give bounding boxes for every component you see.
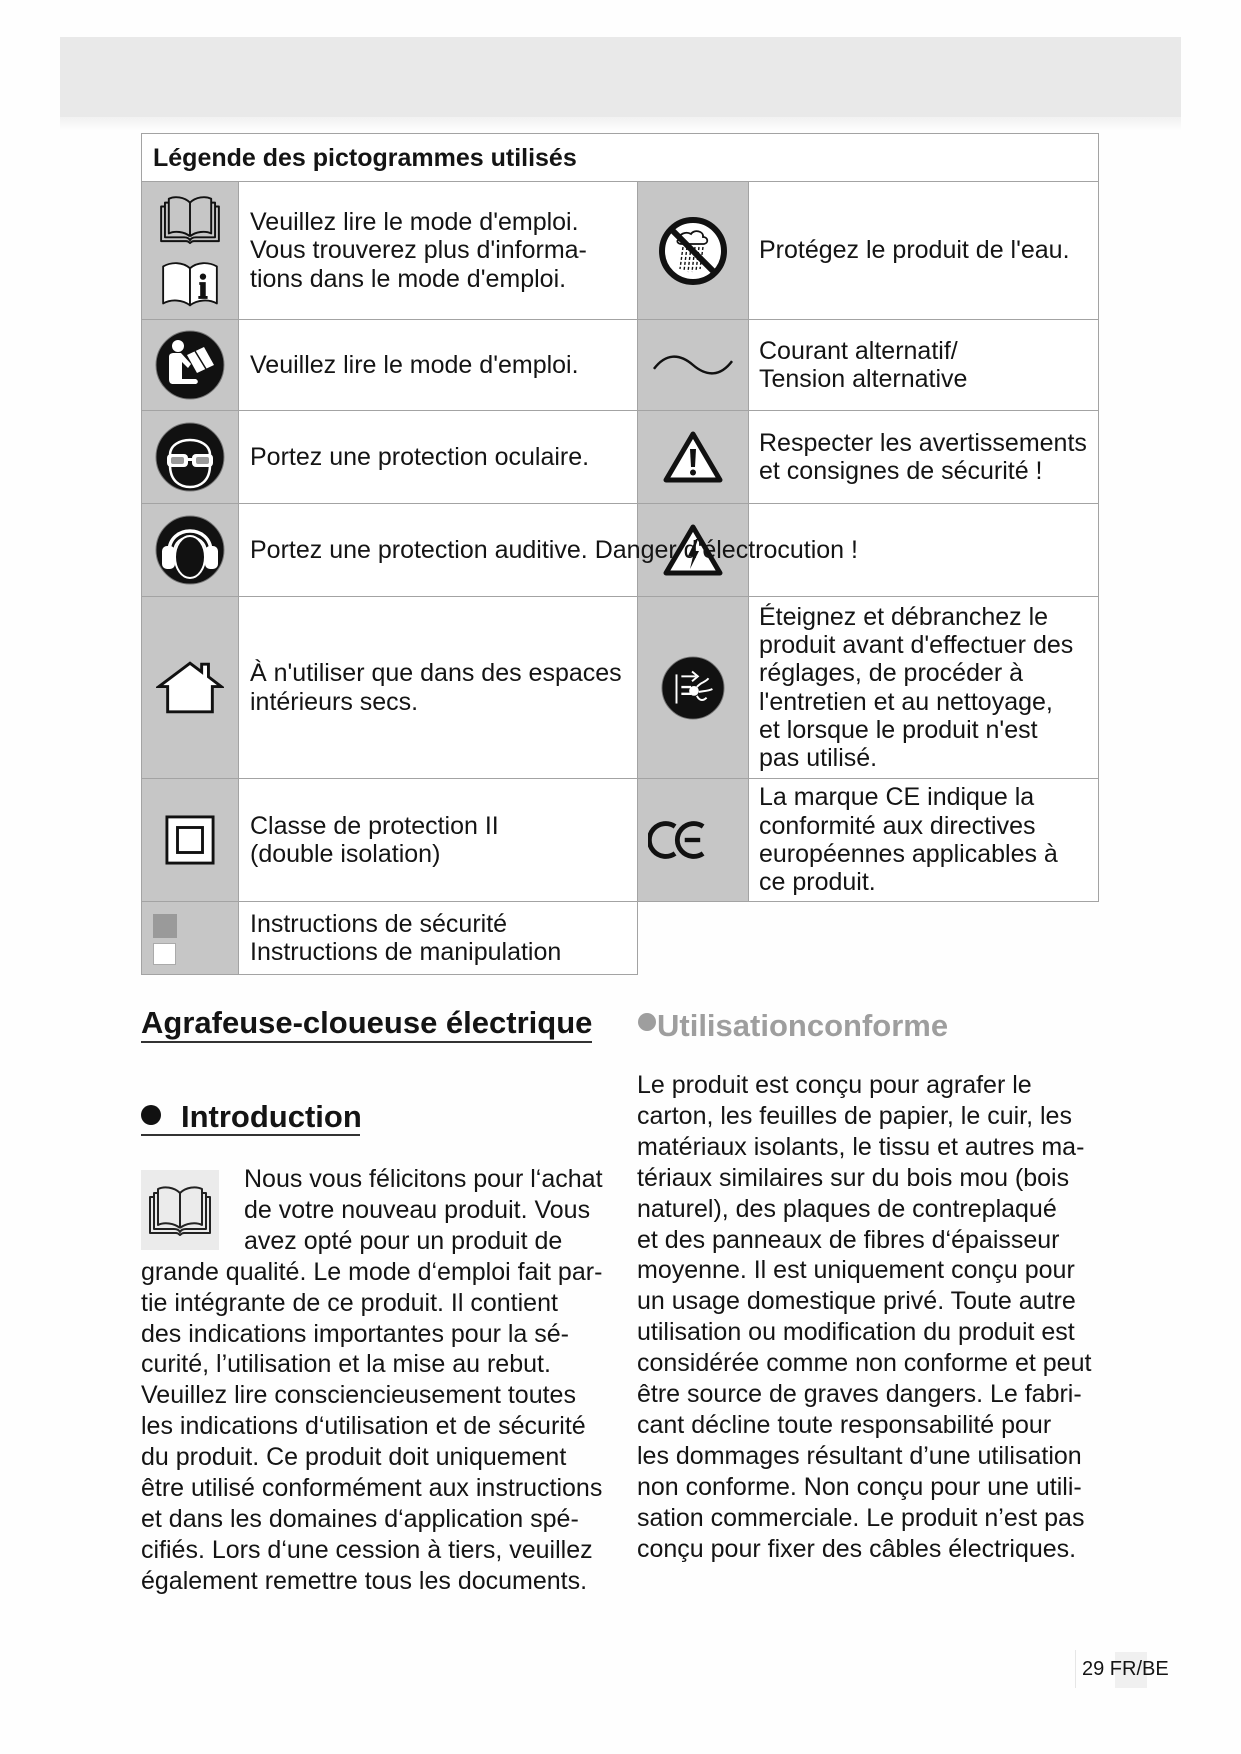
legend-title: Légende des pictogrammes utilisés	[153, 143, 577, 172]
read-manual-info-book-icon	[159, 259, 221, 309]
paragraph-line: de votre nouveau produit. Vous	[244, 1195, 591, 1224]
read-manual-pictogram-icon	[154, 329, 226, 401]
paragraph-line: cant décline toute responsabilité pour	[637, 1410, 1052, 1439]
paragraph-line: les indications d‘utilisation et de sécurité	[141, 1412, 586, 1441]
legend-icon-cell	[141, 901, 239, 975]
paragraph-line: grande qualité. Le mode d‘emploi fait par-	[141, 1257, 603, 1286]
protect-from-water-icon	[657, 215, 729, 287]
legend-icon-cell	[141, 181, 239, 320]
pictogram-legend-table	[141, 133, 1099, 975]
paragraph-line: Veuillez lire consciencieusement toutes	[141, 1381, 576, 1410]
legend-text-line: À n'utiliser que dans des espaces	[250, 659, 622, 688]
paragraph-line: non conforme. Non conçu pour une utili-	[637, 1472, 1082, 1501]
legend-text-line: l'entretien et au nettoyage,	[759, 687, 1053, 716]
paragraph-line: et des panneaux de fibres d‘épaisseur	[637, 1225, 1060, 1254]
paragraph-line: sation commerciale. Le produit n’est pas	[637, 1503, 1085, 1532]
paragraph-line: cifiés. Lors d‘une cession à tiers, veuillez	[141, 1535, 593, 1564]
legend-icon-cell	[141, 596, 239, 779]
paragraph-line: curité, l’utilisation et la mise au rebut.	[141, 1350, 551, 1379]
legend-description	[238, 778, 638, 902]
legend-text-line	[250, 535, 858, 564]
legend-icon-cell	[637, 596, 749, 779]
legend-text-line: conformité aux directives	[759, 811, 1036, 840]
handling-instructions-square-icon	[153, 943, 176, 965]
page-number-label: 29 FR/BE	[1082, 1658, 1169, 1680]
paragraph-line: carton, les feuilles de papier, le cuir, les	[637, 1101, 1072, 1130]
legend-text-line: Veuillez lire le mode d'emploi.	[250, 350, 579, 379]
introduction-paragraph	[141, 1164, 611, 1597]
paragraph-line: considérée comme non conforme et peut	[637, 1349, 1092, 1378]
eye-protection-icon	[154, 421, 226, 493]
paragraph-line: un usage domestique privé. Toute autre	[637, 1287, 1076, 1316]
paragraph-line: être utilisé conformément aux instructions	[141, 1474, 603, 1503]
paragraph-line: Nous vous félicitons pour l‘achat	[244, 1165, 603, 1193]
legend-description	[238, 596, 638, 779]
legend-icon-cell	[637, 181, 749, 320]
paragraph-line: tériaux similaires sur du bois mou (bois	[637, 1163, 1070, 1192]
legend-icon-cell	[141, 319, 239, 411]
read-manual-book-icon	[158, 193, 222, 245]
alternating-current-icon	[652, 351, 734, 379]
legend-icon-cell	[141, 503, 239, 597]
legend-text-line: et consignes de sécurité !	[759, 457, 1043, 485]
legend-icon-cell	[141, 410, 239, 504]
legend-text-line: et lorsque le produit n'est	[759, 715, 1038, 744]
safety-instructions-square-icon	[153, 914, 177, 938]
paragraph-line: des indications importantes pour la sé-	[141, 1319, 570, 1348]
electric-shock-text: Danger d'électrocution !	[594, 535, 858, 564]
legend-description	[748, 319, 1099, 411]
legend-text-line: Éteignez et débranchez le	[759, 602, 1049, 631]
paragraph-line: naturel), des plaques de contreplaqué	[637, 1194, 1057, 1223]
paragraph-line: et dans les domaines d‘application spé-	[141, 1504, 579, 1533]
paragraph-line: être source de graves dangers. Le fabri-	[637, 1380, 1082, 1409]
legend-text-line: pas utilisé.	[759, 744, 878, 773]
paragraph-line: avez opté pour un produit de	[244, 1226, 563, 1255]
legend-text-line: Instructions de sécurité	[250, 909, 508, 938]
footer-divider	[1075, 1650, 1076, 1688]
legend-text-line: Veuillez lire le mode d'emploi.	[250, 208, 579, 237]
legend-icon-cell	[141, 778, 239, 902]
legend-text-line: La marque CE indique la	[759, 783, 1035, 812]
paragraph-line: moyenne. Il est uniquement conçu pour	[637, 1256, 1075, 1285]
ear-protection-icon	[154, 514, 226, 586]
legend-text-line: réglages, de procéder à	[759, 659, 1024, 688]
legend-text-line: intérieurs secs.	[250, 687, 419, 716]
intended-use-heading	[637, 1008, 957, 1044]
legend-icon-cell	[637, 778, 749, 902]
legend-icon-cell	[637, 410, 749, 504]
legend-description	[748, 410, 1099, 504]
paragraph-line: utilisation ou modification du produit est	[637, 1318, 1075, 1347]
legend-text-line: Courant alternatif/	[759, 336, 958, 365]
legend-header	[141, 133, 1099, 182]
intended-use-paragraph	[637, 1070, 1107, 1565]
paragraph-line: Le produit est conçu pour agrafer le	[637, 1071, 1032, 1099]
ce-mark-icon	[648, 819, 706, 861]
read-manual-book-icon	[148, 1183, 212, 1237]
legend-text-line: Portez une protection oculaire.	[250, 442, 590, 471]
legend-text-line: Vous trouverez plus d'informa-	[250, 236, 587, 265]
legend-description	[748, 778, 1099, 902]
legend-text-line: Tension alternative	[759, 365, 968, 393]
paragraph-line: les dommages résultant d’une utilisation	[637, 1441, 1082, 1470]
unplug-before-maintenance-icon	[660, 655, 726, 721]
header-band	[60, 37, 1181, 117]
bullet-icon	[141, 1105, 161, 1125]
intended-use-heading-text: Utilisationconforme	[657, 1008, 949, 1043]
introduction-heading	[141, 1100, 360, 1136]
introduction-heading-text: Introduction	[181, 1099, 362, 1134]
legend-icon-cell	[637, 319, 749, 411]
indoor-use-house-icon	[156, 660, 224, 715]
paragraph-line: du produit. Ce produit doit uniquement	[141, 1443, 567, 1472]
legend-description	[748, 596, 1099, 779]
legend-text-line: Respecter les avertissements	[759, 428, 1087, 457]
legend-text-line: européennes applicables à	[759, 840, 1058, 868]
paragraph-line: conçu pour fixer des câbles électriques.	[637, 1534, 1077, 1563]
legend-description	[238, 503, 858, 597]
legend-description	[238, 410, 638, 504]
legend-description	[238, 181, 638, 320]
ear-protection-text: Portez une protection auditive.	[250, 535, 588, 564]
legend-text-line: Classe de protection II	[250, 811, 499, 840]
paragraph-line: tie intégrante de ce produit. Il contient	[141, 1288, 558, 1317]
legend-text-line: produit avant d'effectuer des	[759, 630, 1074, 659]
legend-description	[238, 319, 638, 411]
header-band-shadow	[60, 117, 1181, 131]
bullet-icon	[638, 1013, 656, 1031]
product-title: Agrafeuse-cloueuse électrique	[141, 1005, 592, 1043]
legend-text-line: tions dans le mode d'emploi.	[250, 264, 567, 293]
legend-description	[238, 901, 638, 975]
legend-text-line: ce produit.	[759, 868, 876, 897]
paragraph-line: matériaux isolants, le tissu et autres ma-	[637, 1132, 1085, 1161]
warning-triangle-icon	[662, 430, 724, 484]
legend-description	[748, 181, 1099, 320]
protection-class-ii-icon	[165, 815, 215, 865]
intro-icon-box	[141, 1170, 219, 1250]
legend-text-line: Instructions de manipulation	[250, 938, 562, 966]
legend-text-line: Protégez le produit de l'eau.	[759, 236, 1070, 265]
paragraph-line: également remettre tous les documents.	[141, 1566, 588, 1595]
legend-text-line: (double isolation)	[250, 840, 441, 868]
